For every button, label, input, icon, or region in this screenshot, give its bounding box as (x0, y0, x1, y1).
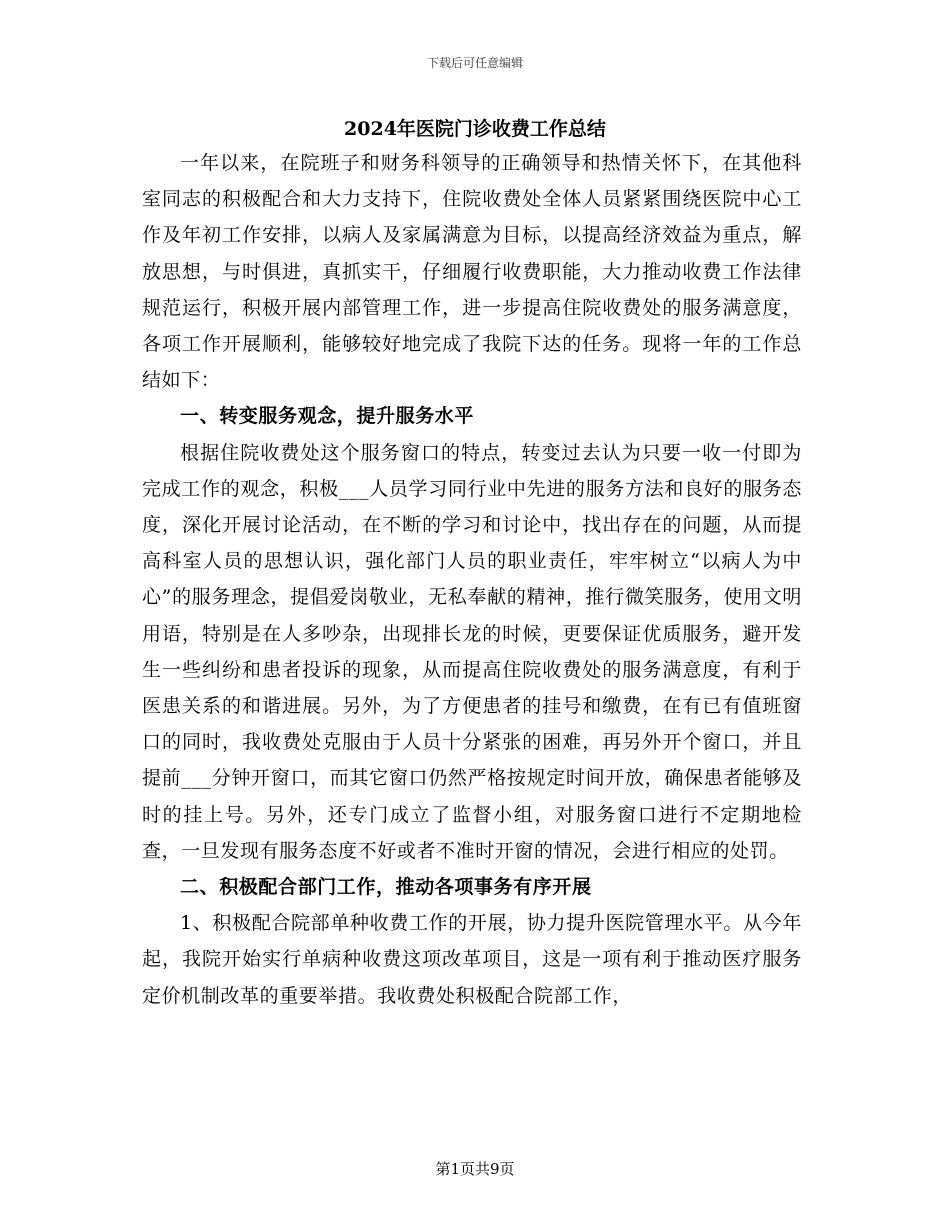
header-note: 下载后可任意编辑 (426, 56, 523, 70)
section-heading-1: 一、转变服务观念，提升服务水平 (180, 405, 475, 428)
document-title: 2024年医院门诊收费工作总结 (344, 118, 606, 140)
page-number: 第1页共9页 (435, 1160, 515, 1178)
document-body (142, 145, 802, 1014)
paragraph-section-1: 根据住院收费处这个服务窗口的特点，转变过去认为只要一收一付即为完成工作的观念，积极___人员学习同行业中先进的服务方法和良好的服务态度，深化开展讨论活动，在不断的学习和讨论中，找出存在的问题，从而提高科室人员的思想认识，强化部门人员的职业责任，牢牢树立“以病人为中心”的服务理念，提倡爱岗敬业，无私奉献的精神，推行微笑服务，使用文明用语，特别是在人多吵杂，出现排长龙的时候，更要保证优质服务，避开发生一些纠纷和患者投诉的现象，从而提高住院收费处的服务满意度，有利于医患关系的和谐进展。另外，为了方便患者的挂号和缴费，在有已有值班窗口的同时，我收费处克服由于人员十分紧张的困难，再另外开个窗口，并且提前___分钟开窗口，而其它窗口仍然严格按规定时间开放，确保患者能够及时的挂上号。另外，还专门成立了监督小组，对服务窗口进行不定期地检查，一旦发现有服务态度不好或者不准时开窗的情况，会进行相应的处罚。 (142, 441, 802, 862)
section-heading-2: 二、积极配合部门工作，推动各项事务有序开展 (180, 876, 592, 899)
paragraph-intro: 一年以来，在院班子和财务科领导的正确领导和热情关怀下，在其他科室同志的积极配合和大力支持下，住院收费处全体人员紧紧围绕医院中心工作及年初工作安排，以病人及家属满意为目标，以提高经济效益为重点，解放思想，与时俱进，真抓实干，仔细履行收费职能，大力推动收费工作法律规范运行，积极开展内部管理工作，进一步提高住院收费处的服务满意度，各项工作开展顺利，能够较好地完成了我院下达的任务。现将一年的工作总结如下： (142, 152, 802, 392)
paragraph-section-2: 1、积极配合院部单种收费工作的开展，协力提升医院管理水平。从今年起，我院开始实行单病种收费这项改革项目，这是一项有利于推动医疗服务定价机制改革的重要举措。我收费处积极配合院部工作， (142, 912, 802, 1007)
